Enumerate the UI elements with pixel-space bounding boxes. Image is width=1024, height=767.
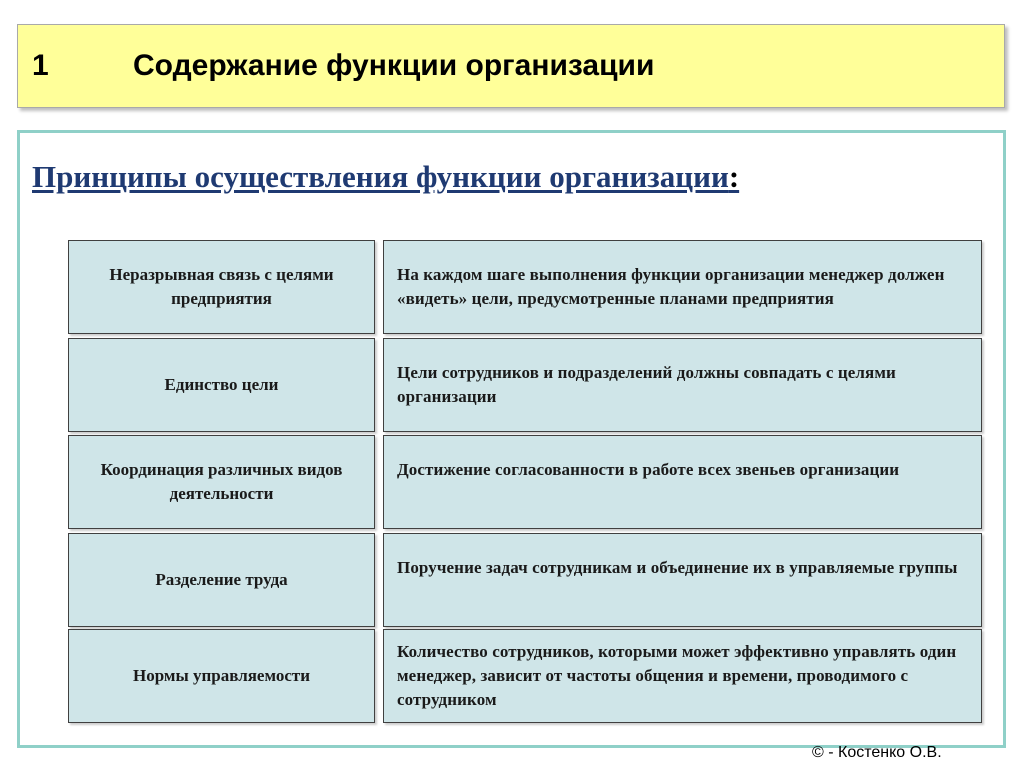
- author-credit: © - Костенко О.В.: [812, 744, 942, 761]
- principle-description-5: Количество сотрудников, которыми может эффективно управлять один менеджер, зависит от частоты общения и времени, проводимого с сотрудником: [383, 629, 982, 723]
- slide-header: [17, 24, 1005, 108]
- content-panel: [17, 130, 1006, 748]
- principle-description-2: Цели сотрудников и подразделений должны совпадать с целями организации: [383, 338, 982, 432]
- section-number: 1: [32, 49, 49, 82]
- principle-name-2: Единство цели: [68, 338, 375, 432]
- section-subtitle: [32, 159, 739, 195]
- principle-name-5: Нормы управляемости: [68, 629, 375, 723]
- principle-description-4: Поручение задач сотрудникам и объединение их в управляемые группы: [383, 533, 982, 627]
- principle-name-4: Разделение труда: [68, 533, 375, 627]
- principle-description-1: На каждом шаге выполнения функции организации менеджер должен «видеть» цели, предусмотренные планами предприятия: [383, 240, 982, 334]
- principle-name-3: Координация различных видов деятельности: [68, 435, 375, 529]
- slide-title: Содержание функции организации: [133, 49, 655, 82]
- principle-description-3: Достижение согласованности в работе всех звеньев организации: [383, 435, 982, 529]
- subtitle-text: Принципы осуществления функции организации: [32, 159, 729, 194]
- subtitle-colon: :: [728, 159, 740, 194]
- principle-name-1: Неразрывная связь с целями предприятия: [68, 240, 375, 334]
